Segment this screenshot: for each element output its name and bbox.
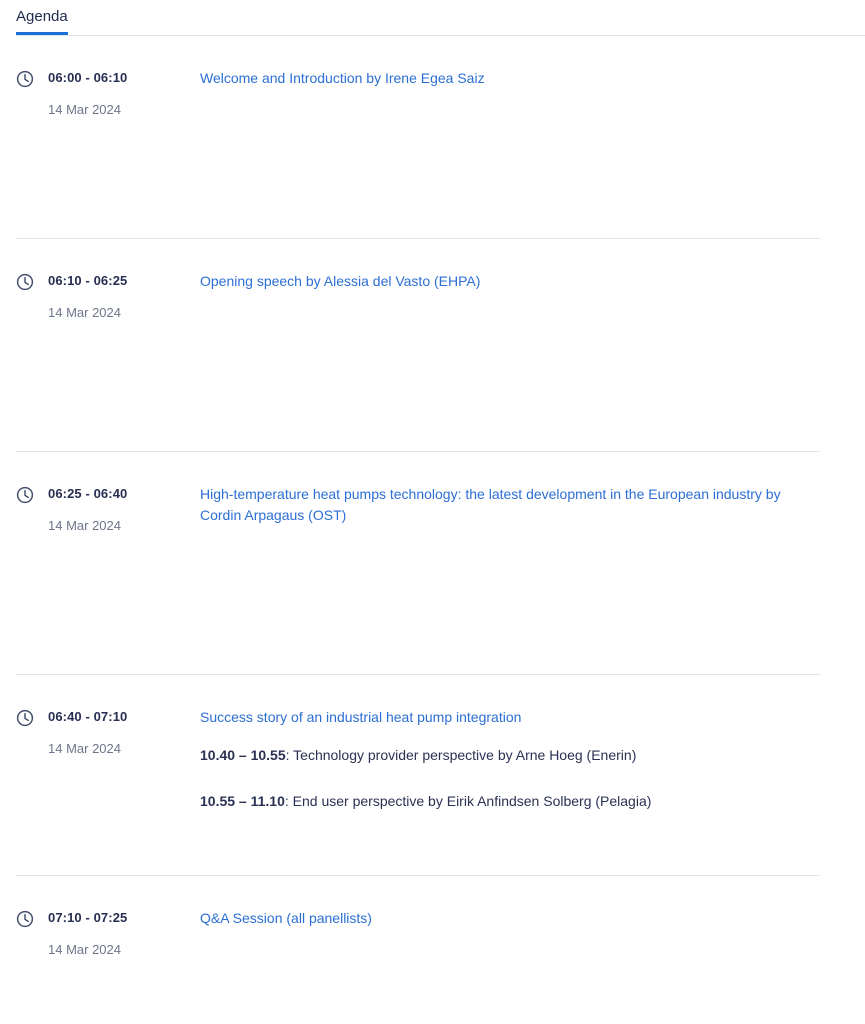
agenda-item	[16, 452, 820, 675]
clock-icon	[16, 709, 34, 727]
session-title-link[interactable]: Success story of an industrial heat pump integration	[200, 709, 522, 725]
session-title-link[interactable]: Q&A Session (all panellists)	[200, 910, 372, 926]
clock-icon	[16, 486, 34, 504]
clock-icon	[16, 273, 34, 291]
session-icon-column	[16, 70, 48, 93]
session-time-column	[48, 910, 200, 957]
tab-agenda-label: Agenda	[16, 8, 68, 25]
clock-icon	[16, 70, 34, 88]
session-date: 14 Mar 2024	[48, 305, 121, 320]
session-content	[200, 709, 816, 812]
detail-text: : Technology provider perspective by Arne Hoeg (Enerin)	[285, 747, 637, 763]
agenda-item	[16, 36, 820, 239]
detail-time-range: 10.55 – 11.10	[200, 793, 285, 810]
session-time: 06:40 - 07:10	[48, 709, 128, 724]
session-time-column	[48, 70, 200, 117]
session-time: 07:10 - 07:25	[48, 910, 128, 925]
detail-time-range: 10.40 – 10.55	[200, 747, 286, 763]
session-title-link[interactable]: Opening speech by Alessia del Vasto (EHPA)	[200, 273, 481, 289]
session-detail-line	[200, 745, 812, 765]
session-content	[200, 486, 816, 526]
session-icon-column	[16, 910, 48, 933]
session-time-column	[48, 273, 200, 320]
session-icon-column	[16, 486, 48, 509]
session-time: 06:10 - 06:25	[48, 273, 128, 288]
tab-bar	[16, 0, 865, 35]
agenda-list	[16, 35, 865, 1014]
session-time: 06:25 - 06:40	[48, 486, 128, 501]
detail-text: : End user perspective by Eirik Anfindsen Solberg (Pelagia)	[284, 793, 652, 810]
session-title-link[interactable]: High-temperature heat pumps technology: the latest development in the European industry by Cordin Arpagaus (OST)	[200, 486, 781, 523]
agenda-item	[16, 239, 820, 452]
session-date: 14 Mar 2024	[48, 102, 121, 117]
session-time-column	[48, 709, 200, 756]
session-icon-column	[16, 273, 48, 296]
session-time-column	[48, 486, 200, 533]
session-content	[200, 910, 816, 929]
session-detail-line	[200, 791, 812, 811]
agenda-item	[16, 675, 820, 876]
session-date: 14 Mar 2024	[48, 942, 121, 957]
session-content	[200, 273, 816, 292]
session-content	[200, 70, 816, 89]
session-title-link[interactable]: Welcome and Introduction by Irene Egea Saiz	[200, 70, 485, 86]
session-date: 14 Mar 2024	[48, 518, 121, 533]
agenda-item	[16, 876, 820, 1014]
tab-agenda[interactable]	[16, 8, 68, 35]
session-date: 14 Mar 2024	[48, 741, 121, 756]
clock-icon	[16, 910, 34, 928]
session-time: 06:00 - 06:10	[48, 70, 128, 85]
session-icon-column	[16, 709, 48, 732]
